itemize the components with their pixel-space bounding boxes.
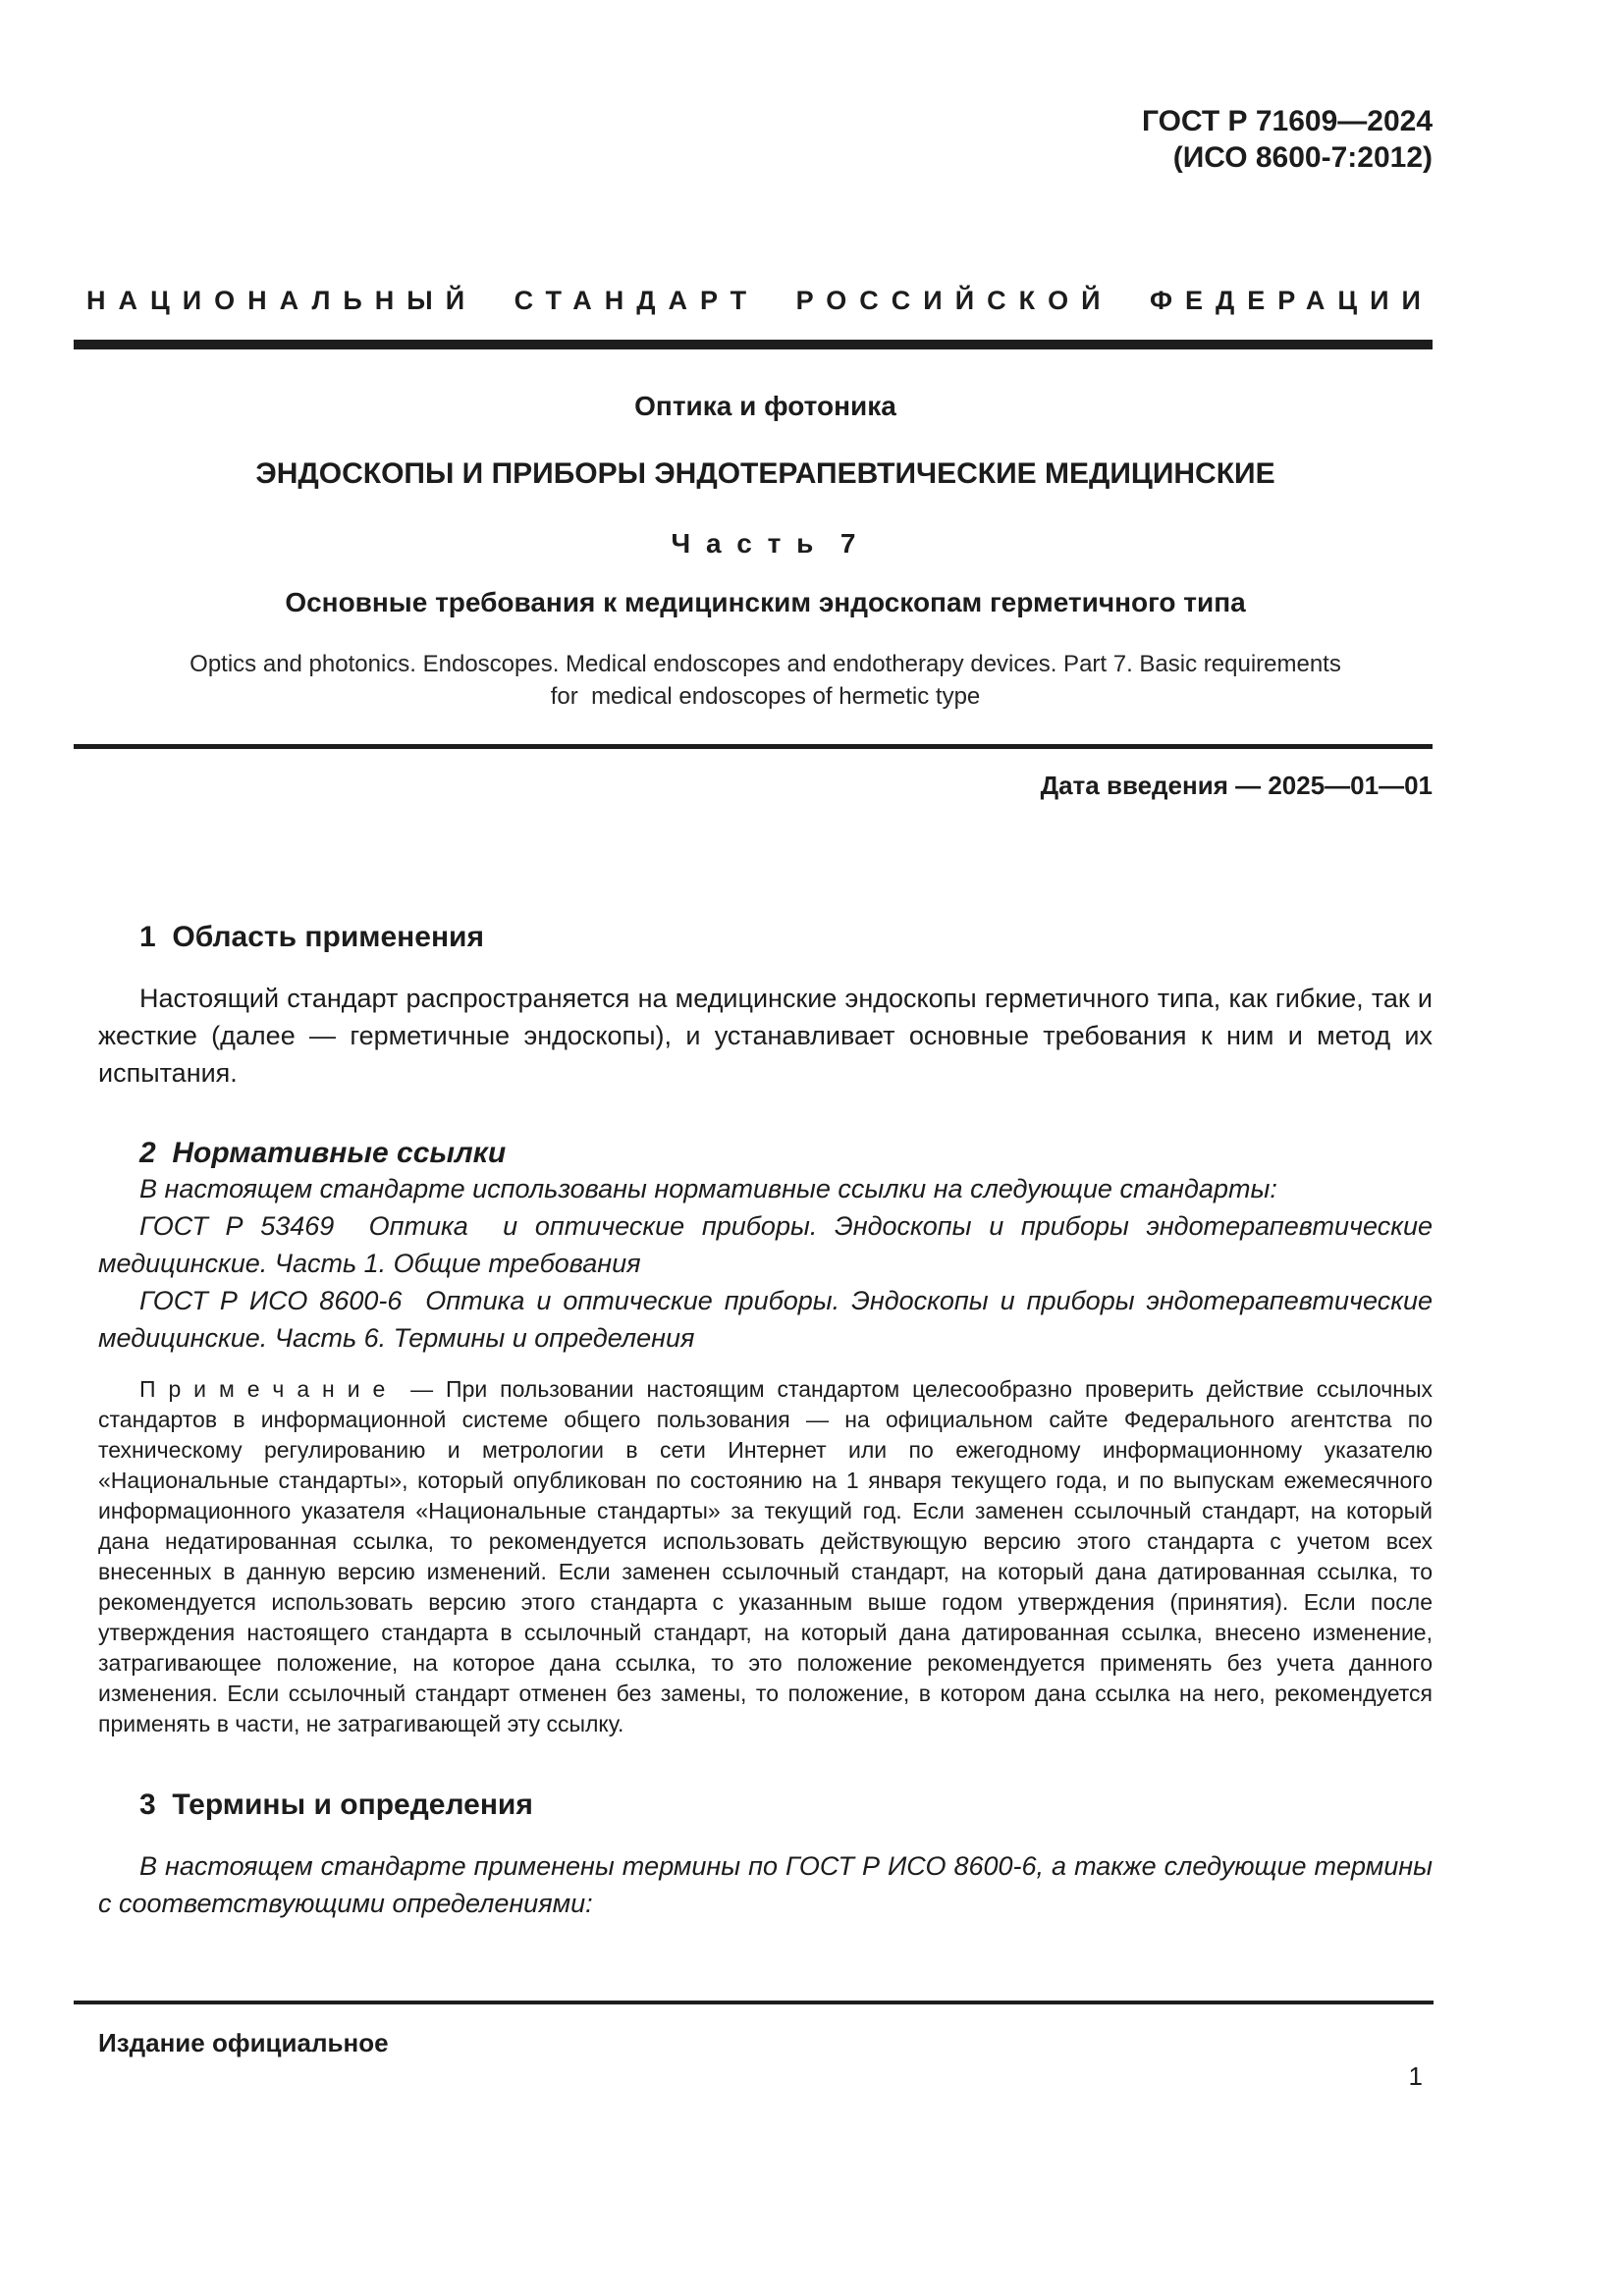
section-scope	[98, 921, 1433, 1092]
normative-references-list	[98, 1170, 1433, 1357]
national-standard-banner: НАЦИОНАЛЬНЫЙ СТАНДАРТ РОССИЙСКОЙ ФЕДЕРАЦИИ	[86, 286, 1434, 315]
page-number: 1	[1408, 2061, 1423, 2091]
reference-gost-53469: ГОСТ Р 53469 Оптика и оптические приборы. Эндоскопы и приборы эндотерапевтические медицинские. Часть 1. Общие требования	[98, 1211, 1433, 1278]
title-part: Ч а с т ь 7	[671, 528, 860, 559]
doc-code: ГОСТ Р 71609—2024	[1141, 105, 1433, 137]
doc-code-iso: (ИСО 8600-7:2012)	[1172, 141, 1433, 174]
section-normative-references	[98, 1137, 1433, 1739]
date-divider-rule	[74, 744, 1433, 749]
section-3-heading: 3 Термины и определения	[139, 1789, 533, 1821]
doc-code-block	[98, 103, 1433, 176]
title-main: ЭНДОСКОПЫ И ПРИБОРЫ ЭНДОТЕРАПЕВТИЧЕСКИЕ МЕДИЦИНСКИЕ	[255, 457, 1275, 490]
section-1-paragraph: Настоящий стандарт распространяется на медицинские эндоскопы герметичного типа, как гибкие, так и жесткие (далее — герметичные эндоскопы), и устанавливает основные требования к ним и метод их испытания.	[98, 984, 1433, 1088]
title-english	[98, 648, 1433, 713]
banner-divider-bar	[74, 340, 1433, 349]
title-english-line1: Optics and photonics. Endoscopes. Medical endoscopes and endotherapy devices. Part 7. Basic requirements	[189, 651, 1341, 677]
official-edition-label: Издание официальное	[98, 2028, 389, 2057]
reference-gost-iso-8600-6: ГОСТ Р ИСО 8600-6 Оптика и оптические приборы. Эндоскопы и приборы эндотерапевтические медицинские. Часть 6. Термины и определения	[98, 1286, 1433, 1353]
section-1-heading: 1 Область применения	[139, 921, 485, 953]
title-group: Оптика и фотоника	[634, 391, 896, 421]
section-2-paragraph-intro: В настоящем стандарте использованы нормативные ссылки на следующие стандарты:	[139, 1174, 1277, 1203]
section-terms-definitions	[98, 1789, 1433, 1922]
section-2-note: П р и м е ч а н и е — При пользовании настоящим стандартом целесообразно проверить действие ссылочных стандартов в информационной системе общего пользования — на официальном сайте Федерального агентства по техническому регулированию и метрологии в сети Интернет или по ежегодному информационному указателю «Национальные стандарты», который опубликован по состоянию на 1 января текущего года, и по выпускам ежемесячного информационного указателя «Национальные стандарты» за текущий год. Если заменен ссылочный стандарт, на который дана недатированная ссылка, то рекомендуется использовать действующую версию этого стандарта с учетом всех внесенных в данную версию изменений. Если заменен ссылочный стандарт, на который дана датированная ссылка, то рекомендуется использовать версию этого стандарта с указанным выше годом утверждения (принятия). Если после утверждения настоящего стандарта в ссылочный стандарт, на который дана датированная ссылка, внесено изменение, затрагивающее положение, на которое дана ссылка, то это положение рекомендуется применять без учета данного изменения. Если ссылочный стандарт отменен без замены, то положение, в котором дана ссылка на него, рекомендуется применять в части, не затрагивающей эту ссылку.	[98, 1376, 1433, 1736]
section-2-heading: 2 Нормативные ссылки	[139, 1137, 507, 1169]
footer-divider-rule	[74, 2001, 1434, 2004]
effective-date: Дата введения — 2025—01—01	[1040, 771, 1433, 800]
title-english-line2: for medical endoscopes of hermetic type	[550, 683, 981, 710]
title-subtitle: Основные требования к медицинским эндоскопам герметичного типа	[285, 587, 1246, 617]
section-3-paragraph: В настоящем стандарте применены термины по ГОСТ Р ИСО 8600-6, а также следующие термины с соответствующими определениями:	[98, 1851, 1433, 1918]
